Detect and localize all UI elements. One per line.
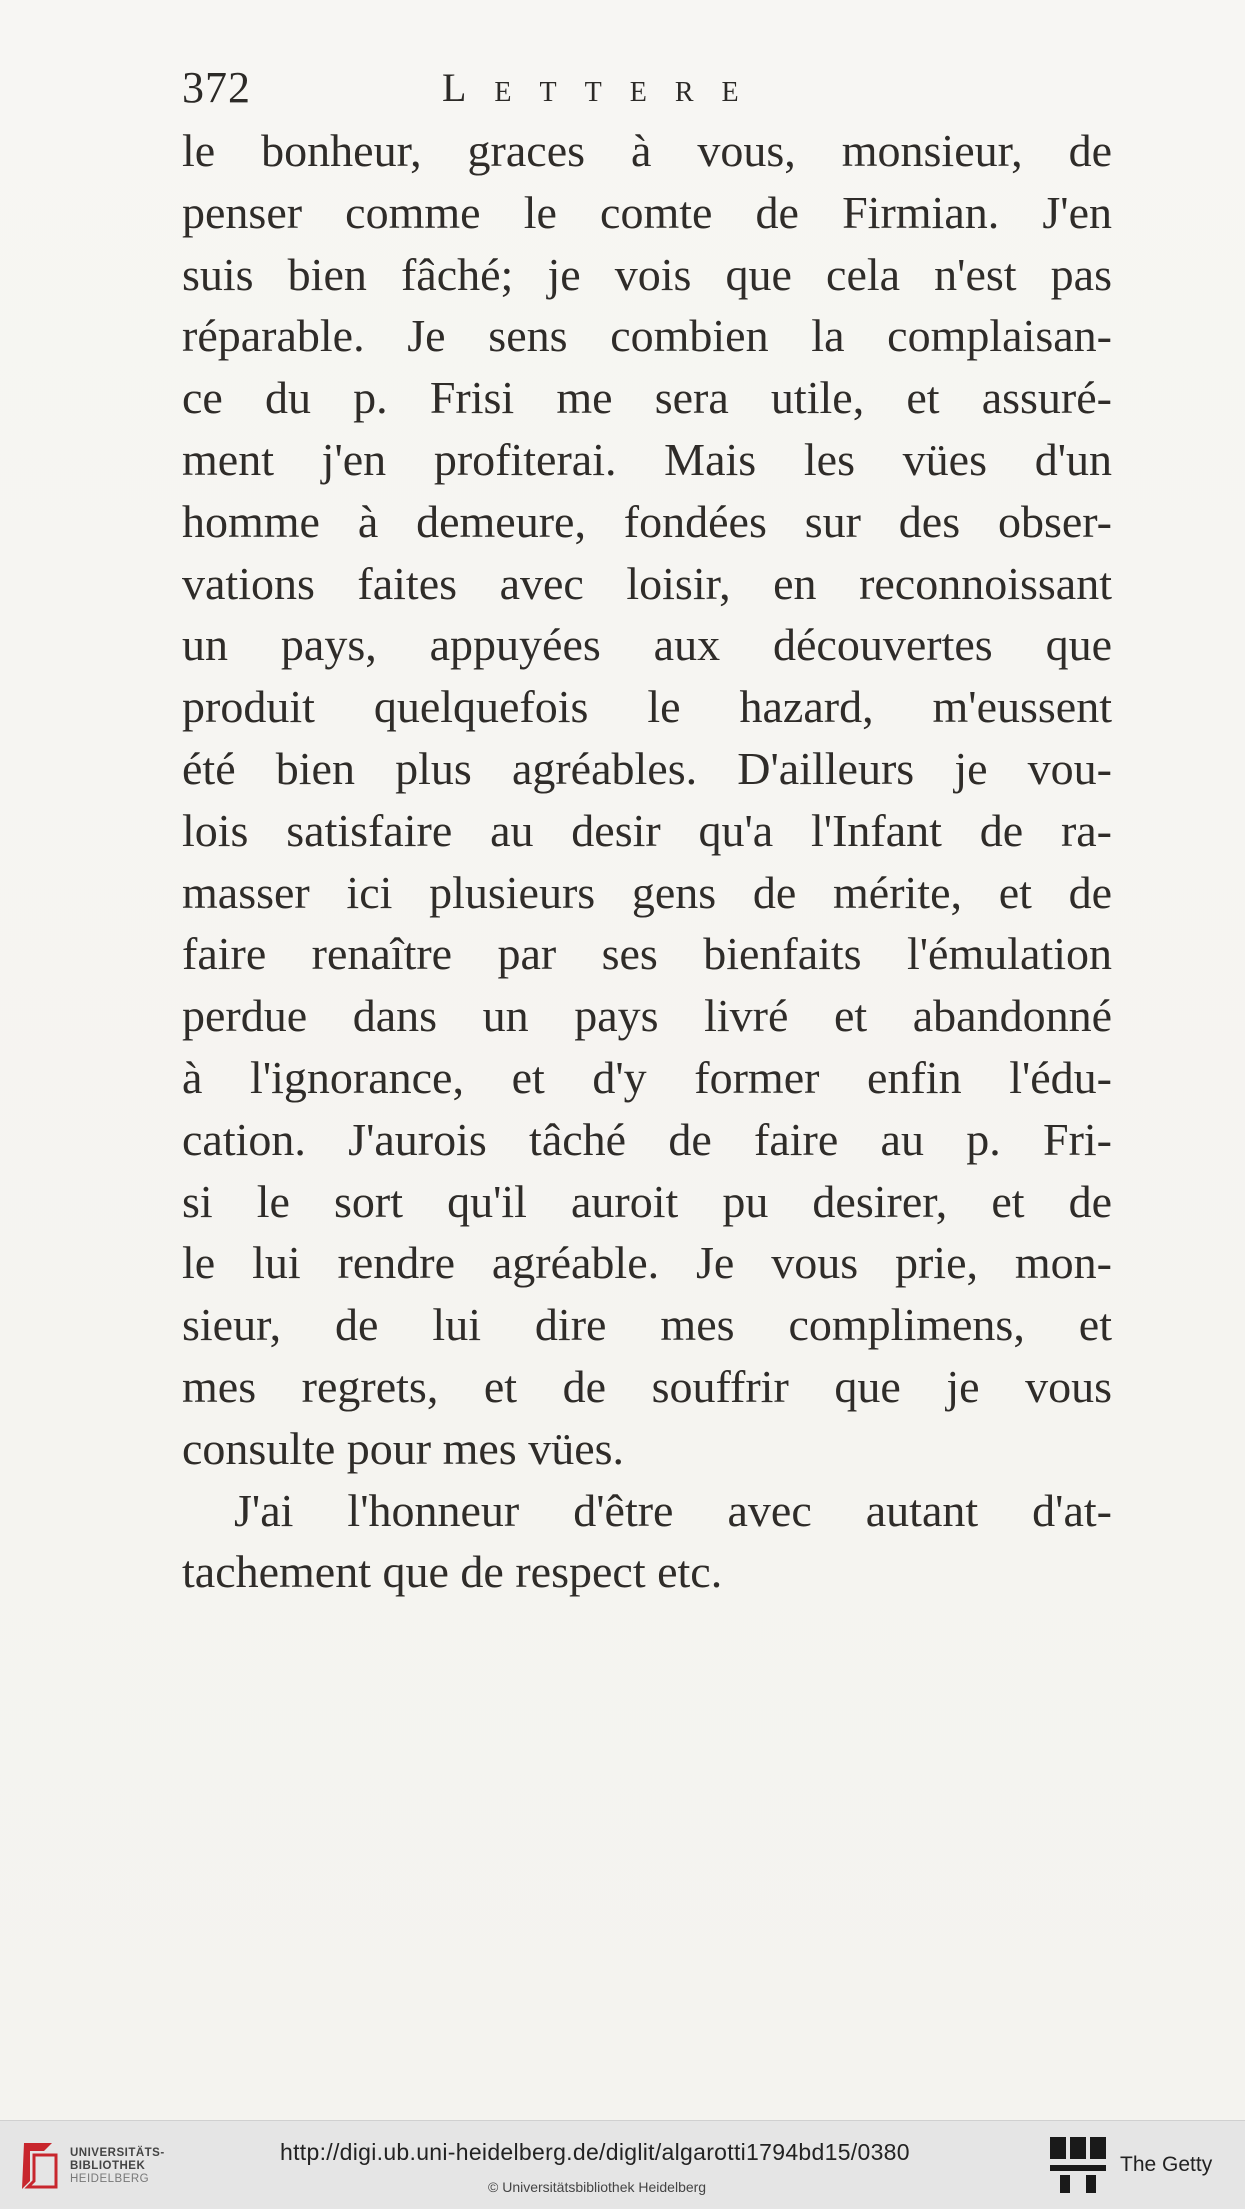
viewer-footer: [0, 2120, 1245, 2209]
partner-name: The Getty: [1120, 2153, 1213, 2176]
text-line: masser ici plusieurs gens de mérite, et de: [182, 866, 1112, 918]
page-number: 372: [182, 63, 251, 112]
library-name: [70, 2147, 165, 2186]
text-line: homme à demeure, fondées sur des obser-: [182, 495, 1112, 547]
text-line: suis bien fâché; je vois que cela n'est pas: [182, 248, 1112, 300]
text-line: ment j'en profiterai. Mais les vües d'un: [182, 433, 1112, 485]
library-logo-icon: [14, 2137, 64, 2195]
text-line: été bien plus agréables. D'ailleurs je vou-: [182, 742, 1112, 794]
permalink-url[interactable]: http://digi.ub.uni-heidelberg.de/diglit/algarotti1794bd15/0380: [280, 2139, 910, 2165]
copyright-notice: © Universitätsbibliothek Heidelberg: [488, 2179, 707, 2195]
text-line: sieur, de lui dire mes complimens, et: [182, 1299, 1112, 1351]
text-line: ce du p. Frisi me sera utile, et assuré-: [182, 372, 1112, 424]
text-line: lois satisfaire au desir qu'a l'Infant de ra-: [182, 804, 1112, 856]
text-line: si le sort qu'il auroit pu desirer, et de: [182, 1175, 1112, 1227]
text-line: J'ai l'honneur d'être avec autant d'at-: [234, 1484, 1112, 1536]
text-line: produit quelquefois le hazard, m'eussent: [182, 681, 1112, 733]
text-line: à l'ignorance, et d'y former enfin l'édu-: [182, 1051, 1112, 1103]
library-name-line: HEIDELBERG: [70, 2173, 150, 2185]
library-name-line: BIBLIOTHEK: [70, 2160, 146, 2172]
body-text: [182, 120, 1112, 1603]
text-line: consulte pour mes vües.: [182, 1422, 625, 1474]
text-line: un pays, appuyées aux découvertes que: [182, 619, 1112, 671]
text-line: tachement que de respect etc.: [182, 1546, 723, 1598]
library-logo[interactable]: [14, 2137, 174, 2195]
text-line: perdue dans un pays livré et abandonné: [182, 990, 1112, 1042]
text-line: faire renaître par ses bienfaits l'émulation: [182, 928, 1112, 980]
text-line: penser comme le comte de Firmian. J'en: [182, 186, 1112, 238]
text-line: réparable. Je sens combien la complaisan-: [182, 310, 1112, 362]
text-line: cation. J'aurois tâché de faire au p. Fri-: [182, 1113, 1112, 1165]
text-line: mes regrets, et de souffrir que je vous: [182, 1360, 1112, 1412]
text-line: le bonheur, graces à vous, monsieur, de: [182, 125, 1112, 176]
text-line: vations faites avec loisir, en reconnoissant: [182, 557, 1112, 609]
page-header: [182, 62, 1112, 122]
running-title: Lettere: [442, 65, 767, 110]
getty-logo-icon[interactable]: [1048, 2135, 1108, 2195]
text-line: le lui rendre agréable. Je vous prie, mon-: [182, 1237, 1112, 1289]
library-name-line: UNIVERSITÄTS-: [70, 2147, 165, 2159]
